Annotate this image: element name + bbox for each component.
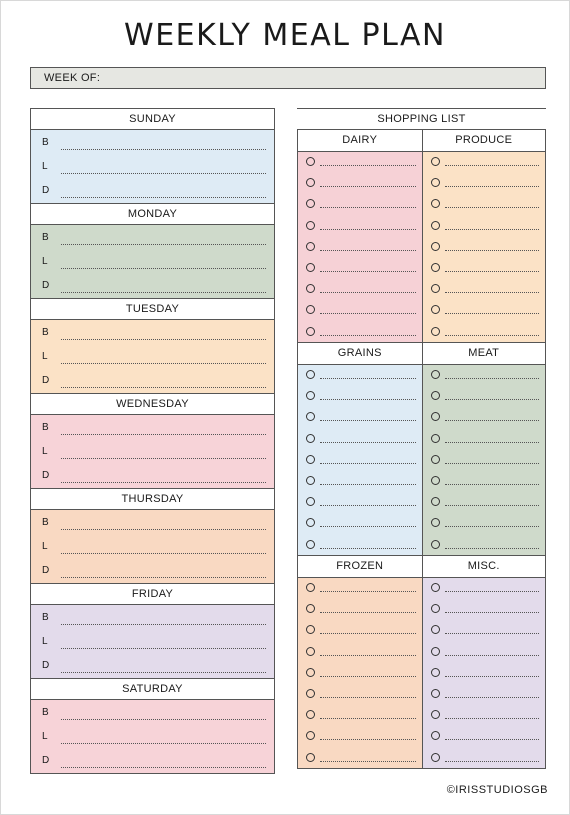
item-entry-line[interactable] xyxy=(445,442,540,443)
checkbox-circle-icon[interactable] xyxy=(306,518,315,527)
checkbox-circle-icon[interactable] xyxy=(306,497,315,506)
page-title: WEEKLY MEAL PLAN xyxy=(124,18,446,53)
shopping-category xyxy=(298,130,422,342)
checkbox-circle-icon[interactable] xyxy=(431,668,440,677)
day-section xyxy=(30,488,275,583)
meal-label: B xyxy=(42,232,49,243)
day-meals xyxy=(31,700,274,773)
item-entry-line[interactable] xyxy=(320,591,416,592)
day-section xyxy=(30,393,275,488)
item-entry-line[interactable] xyxy=(320,718,416,719)
checkbox-circle-icon[interactable] xyxy=(306,157,315,166)
item-entry-line[interactable] xyxy=(445,484,540,485)
item-entry-line[interactable] xyxy=(445,633,540,634)
meal-entry-line[interactable] xyxy=(61,458,266,459)
checkbox-circle-icon[interactable] xyxy=(306,625,315,634)
meal-entry-line[interactable] xyxy=(61,719,266,720)
checkbox-circle-icon[interactable] xyxy=(306,284,315,293)
meal-entry-line[interactable] xyxy=(61,292,266,293)
item-entry-line[interactable] xyxy=(320,378,416,379)
checkbox-circle-icon[interactable] xyxy=(306,689,315,698)
item-entry-line[interactable] xyxy=(320,633,416,634)
meal-entry-line[interactable] xyxy=(61,363,266,364)
checkbox-circle-icon[interactable] xyxy=(431,540,440,549)
checkbox-circle-icon[interactable] xyxy=(306,199,315,208)
day-meals xyxy=(31,605,274,678)
item-entry-line[interactable] xyxy=(320,250,416,251)
day-name: SATURDAY xyxy=(31,679,274,700)
meal-entry-line[interactable] xyxy=(61,387,266,388)
checkbox-circle-icon[interactable] xyxy=(431,434,440,443)
item-entry-line[interactable] xyxy=(445,378,540,379)
item-entry-line[interactable] xyxy=(320,207,416,208)
meal-label: B xyxy=(42,707,49,718)
days-column xyxy=(30,108,275,774)
checkbox-circle-icon[interactable] xyxy=(431,753,440,762)
checkbox-circle-icon[interactable] xyxy=(306,455,315,464)
checkbox-circle-icon[interactable] xyxy=(431,518,440,527)
shopping-category xyxy=(422,342,546,555)
item-entry-line[interactable] xyxy=(320,526,416,527)
checkbox-circle-icon[interactable] xyxy=(431,583,440,592)
day-meals xyxy=(31,225,274,298)
meal-label: D xyxy=(42,470,50,481)
copyright-text: ©IRISSTUDIOSGB xyxy=(446,784,548,796)
item-entry-line[interactable] xyxy=(320,612,416,613)
meal-entry-line[interactable] xyxy=(61,672,266,673)
category-name: FROZEN xyxy=(298,555,422,578)
shopping-list xyxy=(297,129,546,769)
item-entry-line[interactable] xyxy=(445,229,540,230)
item-entry-line[interactable] xyxy=(445,271,540,272)
shopping-row xyxy=(298,555,545,768)
day-section xyxy=(30,678,275,774)
checkbox-circle-icon[interactable] xyxy=(306,370,315,379)
meal-label: D xyxy=(42,185,50,196)
item-entry-line[interactable] xyxy=(320,484,416,485)
meal-entry-line[interactable] xyxy=(61,173,266,174)
shopping-row xyxy=(298,342,545,555)
category-name: DAIRY xyxy=(298,130,422,152)
meal-label: L xyxy=(42,161,48,172)
checkbox-circle-icon[interactable] xyxy=(306,647,315,656)
day-name: MONDAY xyxy=(31,204,274,225)
checkbox-circle-icon[interactable] xyxy=(431,604,440,613)
meal-label: B xyxy=(42,517,49,528)
category-items xyxy=(298,578,422,768)
item-entry-line[interactable] xyxy=(445,761,540,762)
item-entry-line[interactable] xyxy=(320,335,416,336)
checkbox-circle-icon[interactable] xyxy=(306,731,315,740)
checkbox-circle-icon[interactable] xyxy=(306,263,315,272)
item-entry-line[interactable] xyxy=(320,271,416,272)
checkbox-circle-icon[interactable] xyxy=(431,199,440,208)
item-entry-line[interactable] xyxy=(320,655,416,656)
checkbox-circle-icon[interactable] xyxy=(306,327,315,336)
item-entry-line[interactable] xyxy=(445,718,540,719)
item-entry-line[interactable] xyxy=(320,186,416,187)
meal-entry-line[interactable] xyxy=(61,553,266,554)
checkbox-circle-icon[interactable] xyxy=(431,242,440,251)
checkbox-circle-icon[interactable] xyxy=(306,540,315,549)
checkbox-circle-icon[interactable] xyxy=(431,497,440,506)
meal-entry-line[interactable] xyxy=(61,648,266,649)
checkbox-circle-icon[interactable] xyxy=(431,455,440,464)
item-entry-line[interactable] xyxy=(445,399,540,400)
shopping-list-title: SHOPPING LIST xyxy=(297,108,546,129)
item-entry-line[interactable] xyxy=(445,420,540,421)
item-entry-line[interactable] xyxy=(320,165,416,166)
day-name: THURSDAY xyxy=(31,489,274,510)
checkbox-circle-icon[interactable] xyxy=(306,668,315,677)
category-items xyxy=(298,152,422,342)
week-of-label: WEEK OF: xyxy=(44,72,101,84)
checkbox-circle-icon[interactable] xyxy=(306,412,315,421)
category-name: GRAINS xyxy=(298,342,422,365)
category-items xyxy=(423,365,546,555)
item-entry-line[interactable] xyxy=(320,676,416,677)
category-name: MEAT xyxy=(423,342,546,365)
meal-label: D xyxy=(42,660,50,671)
day-section xyxy=(30,298,275,393)
item-entry-line[interactable] xyxy=(320,442,416,443)
meal-label: L xyxy=(42,636,48,647)
item-entry-line[interactable] xyxy=(320,505,416,506)
meal-label: D xyxy=(42,565,50,576)
meal-label: L xyxy=(42,731,48,742)
week-of-field[interactable] xyxy=(30,67,546,89)
shopping-category xyxy=(422,555,546,768)
meal-label: D xyxy=(42,755,50,766)
item-entry-line[interactable] xyxy=(445,548,540,549)
checkbox-circle-icon[interactable] xyxy=(431,731,440,740)
item-entry-line[interactable] xyxy=(320,548,416,549)
meal-entry-line[interactable] xyxy=(61,577,266,578)
category-items xyxy=(298,365,422,555)
shopping-category xyxy=(422,130,546,342)
checkbox-circle-icon[interactable] xyxy=(431,221,440,230)
item-entry-line[interactable] xyxy=(445,335,540,336)
day-name: TUESDAY xyxy=(31,299,274,320)
item-entry-line[interactable] xyxy=(320,739,416,740)
meal-entry-line[interactable] xyxy=(61,743,266,744)
item-entry-line[interactable] xyxy=(320,463,416,464)
item-entry-line[interactable] xyxy=(320,420,416,421)
meal-label: L xyxy=(42,256,48,267)
day-section xyxy=(30,108,275,203)
item-entry-line[interactable] xyxy=(445,676,540,677)
checkbox-circle-icon[interactable] xyxy=(431,412,440,421)
item-entry-line[interactable] xyxy=(445,292,540,293)
item-entry-line[interactable] xyxy=(320,229,416,230)
item-entry-line[interactable] xyxy=(445,739,540,740)
shopping-category xyxy=(298,555,422,768)
day-meals xyxy=(31,320,274,393)
shopping-row xyxy=(298,130,545,342)
item-entry-line[interactable] xyxy=(320,292,416,293)
meal-label: B xyxy=(42,612,49,623)
checkbox-circle-icon[interactable] xyxy=(431,263,440,272)
checkbox-circle-icon[interactable] xyxy=(431,476,440,485)
checkbox-circle-icon[interactable] xyxy=(306,753,315,762)
meal-entry-line[interactable] xyxy=(61,529,266,530)
item-entry-line[interactable] xyxy=(445,612,540,613)
day-section xyxy=(30,583,275,678)
checkbox-circle-icon[interactable] xyxy=(431,178,440,187)
day-meals xyxy=(31,415,274,488)
meal-label: B xyxy=(42,327,49,338)
day-section xyxy=(30,203,275,298)
meal-entry-line[interactable] xyxy=(61,149,266,150)
checkbox-circle-icon[interactable] xyxy=(306,434,315,443)
checkbox-circle-icon[interactable] xyxy=(306,221,315,230)
day-meals xyxy=(31,130,274,203)
checkbox-circle-icon[interactable] xyxy=(431,710,440,719)
item-entry-line[interactable] xyxy=(320,313,416,314)
item-entry-line[interactable] xyxy=(445,505,540,506)
checkbox-circle-icon[interactable] xyxy=(431,647,440,656)
meal-entry-line[interactable] xyxy=(61,767,266,768)
item-entry-line[interactable] xyxy=(445,186,540,187)
checkbox-circle-icon[interactable] xyxy=(306,305,315,314)
item-entry-line[interactable] xyxy=(320,399,416,400)
checkbox-circle-icon[interactable] xyxy=(306,710,315,719)
checkbox-circle-icon[interactable] xyxy=(306,583,315,592)
day-meals xyxy=(31,510,274,583)
checkbox-circle-icon[interactable] xyxy=(306,604,315,613)
category-name: PRODUCE xyxy=(423,130,546,152)
checkbox-circle-icon[interactable] xyxy=(431,157,440,166)
meal-entry-line[interactable] xyxy=(61,624,266,625)
meal-label: L xyxy=(42,351,48,362)
meal-entry-line[interactable] xyxy=(61,482,266,483)
item-entry-line[interactable] xyxy=(320,697,416,698)
checkbox-circle-icon[interactable] xyxy=(431,327,440,336)
item-entry-line[interactable] xyxy=(445,697,540,698)
meal-label: B xyxy=(42,137,49,148)
checkbox-circle-icon[interactable] xyxy=(431,391,440,400)
checkbox-circle-icon[interactable] xyxy=(431,370,440,379)
item-entry-line[interactable] xyxy=(445,526,540,527)
meal-label: L xyxy=(42,446,48,457)
meal-label: L xyxy=(42,541,48,552)
meal-entry-line[interactable] xyxy=(61,339,266,340)
day-name: FRIDAY xyxy=(31,584,274,605)
item-entry-line[interactable] xyxy=(445,207,540,208)
day-name: SUNDAY xyxy=(31,109,274,130)
checkbox-circle-icon[interactable] xyxy=(431,625,440,634)
category-items xyxy=(423,578,546,768)
meal-label: D xyxy=(42,375,50,386)
category-name: MISC. xyxy=(423,555,546,578)
meal-entry-line[interactable] xyxy=(61,244,266,245)
day-name: WEDNESDAY xyxy=(31,394,274,415)
meal-entry-line[interactable] xyxy=(61,197,266,198)
item-entry-line[interactable] xyxy=(445,313,540,314)
meal-entry-line[interactable] xyxy=(61,434,266,435)
item-entry-line[interactable] xyxy=(445,655,540,656)
item-entry-line[interactable] xyxy=(445,591,540,592)
meal-entry-line[interactable] xyxy=(61,268,266,269)
item-entry-line[interactable] xyxy=(320,761,416,762)
checkbox-circle-icon[interactable] xyxy=(306,242,315,251)
item-entry-line[interactable] xyxy=(445,463,540,464)
checkbox-circle-icon[interactable] xyxy=(306,178,315,187)
checkbox-circle-icon[interactable] xyxy=(431,305,440,314)
meal-label: B xyxy=(42,422,49,433)
checkbox-circle-icon[interactable] xyxy=(306,391,315,400)
checkbox-circle-icon[interactable] xyxy=(431,284,440,293)
meal-label: D xyxy=(42,280,50,291)
item-entry-line[interactable] xyxy=(445,250,540,251)
shopping-category xyxy=(298,342,422,555)
item-entry-line[interactable] xyxy=(445,165,540,166)
checkbox-circle-icon[interactable] xyxy=(431,689,440,698)
category-items xyxy=(423,152,546,342)
checkbox-circle-icon[interactable] xyxy=(306,476,315,485)
